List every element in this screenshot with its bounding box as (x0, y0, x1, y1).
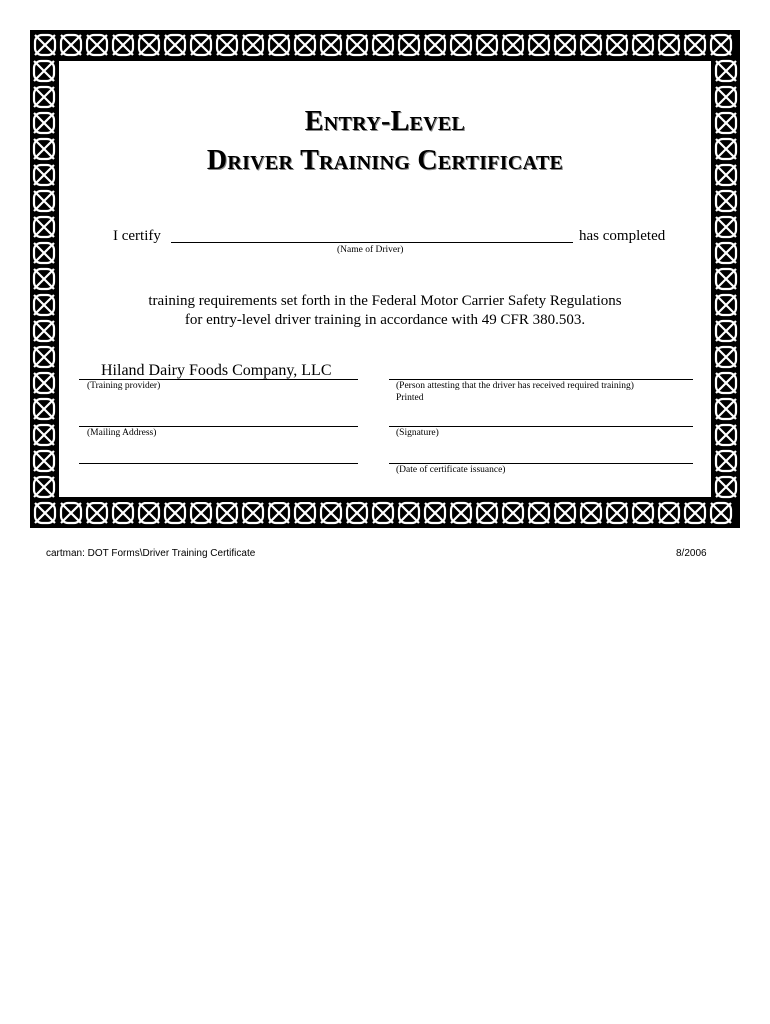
date-caption: (Date of certificate issuance) (396, 465, 506, 475)
knot-motif (659, 503, 679, 523)
knot-motif (716, 113, 736, 133)
knot-motif (716, 269, 736, 289)
knot-motif (113, 35, 133, 55)
knot-motif (35, 503, 55, 523)
knot-motif (716, 243, 736, 263)
knot-motif (61, 503, 81, 523)
knot-motif (34, 243, 54, 263)
knot-motif (34, 87, 54, 107)
certificate-title-line2: Driver Training Certificate (206, 145, 564, 176)
knot-motif (633, 503, 653, 523)
knot-motif (243, 35, 263, 55)
knot-motif (529, 35, 549, 55)
provider-name: Hiland Dairy Foods Company, LLC (101, 362, 332, 379)
knot-motif (633, 35, 653, 55)
knot-motif (34, 61, 54, 81)
knot-motif (716, 87, 736, 107)
knot-motif (503, 35, 523, 55)
mailing-address-line-3[interactable] (79, 501, 358, 502)
knot-motif (321, 35, 341, 55)
knot-motif (581, 35, 601, 55)
certify-prefix: I certify (113, 228, 161, 244)
provider-caption: (Training provider) (87, 381, 161, 391)
knot-motif (34, 295, 54, 315)
signature-caption: (Signature) (396, 428, 439, 438)
knot-motif (399, 503, 419, 523)
knot-motif (139, 503, 159, 523)
knot-motif (451, 503, 471, 523)
footer-date: 8/2006 (676, 548, 707, 559)
knot-motif (34, 217, 54, 237)
driver-name-line[interactable] (171, 242, 573, 243)
knot-motif (716, 451, 736, 471)
knot-motif (269, 503, 289, 523)
knot-motif (373, 35, 393, 55)
attesting-caption: (Person attesting that the driver has received required training) (396, 381, 634, 391)
mailing-address-line[interactable] (79, 426, 358, 427)
celtic-knot-border (30, 30, 740, 528)
mailing-address-line-2[interactable] (79, 463, 358, 464)
knot-motif (87, 35, 107, 55)
footer-path: cartman: DOT Forms\Driver Training Certificate (46, 548, 256, 559)
knot-motif (347, 35, 367, 55)
knot-motif (34, 347, 54, 367)
knot-motif (685, 503, 705, 523)
knot-motif (529, 503, 549, 523)
knot-motif (347, 503, 367, 523)
knot-motif (716, 217, 736, 237)
knot-motif (243, 503, 263, 523)
knot-motif (34, 269, 54, 289)
knot-motif (295, 35, 315, 55)
knot-motif (34, 399, 54, 419)
knot-motif (165, 503, 185, 523)
knot-motif (477, 35, 497, 55)
body-line2: for entry-level driver training in accordance with 49 CFR 380.503. (184, 312, 586, 328)
knot-motif (477, 503, 497, 523)
certificate-panel (58, 60, 712, 498)
knot-motif (217, 35, 237, 55)
knot-motif (716, 399, 736, 419)
attesting-person-line[interactable] (389, 379, 693, 380)
provider-line[interactable] (79, 379, 358, 380)
knot-motif (165, 35, 185, 55)
knot-motif (716, 61, 736, 81)
knot-motif (217, 503, 237, 523)
date-line[interactable] (389, 463, 693, 464)
signature-line[interactable] (389, 426, 693, 427)
knot-motif (34, 139, 54, 159)
certificate-title-line1: Entry-Level (304, 106, 466, 137)
knot-motif (34, 373, 54, 393)
knot-motif (607, 503, 627, 523)
knot-motif (716, 191, 736, 211)
knot-motif (139, 35, 159, 55)
knot-motif (34, 165, 54, 185)
knot-motif (451, 35, 471, 55)
knot-motif (555, 35, 575, 55)
knot-motif (425, 35, 445, 55)
certify-suffix: has completed (579, 228, 666, 244)
knot-motif (711, 35, 731, 55)
knot-motif (659, 35, 679, 55)
knot-motif (87, 503, 107, 523)
knot-motif (295, 503, 315, 523)
knot-motif (716, 139, 736, 159)
knot-motif (399, 35, 419, 55)
mailing-caption: (Mailing Address) (87, 428, 157, 438)
knot-motif (191, 503, 211, 523)
knot-motif (191, 35, 211, 55)
printed-caption: Printed (396, 393, 424, 403)
knot-motif (269, 35, 289, 55)
knot-motif (685, 35, 705, 55)
knot-motif (113, 503, 133, 523)
knot-motif (716, 425, 736, 445)
knot-motif (716, 165, 736, 185)
knot-motif (581, 503, 601, 523)
knot-motif (34, 477, 54, 497)
knot-motif (711, 503, 731, 523)
knot-motif (607, 35, 627, 55)
knot-motif (34, 451, 54, 471)
knot-motif (716, 477, 736, 497)
knot-motif (34, 321, 54, 341)
knot-motif (716, 373, 736, 393)
knot-motif (34, 191, 54, 211)
knot-motif (321, 503, 341, 523)
knot-motif (425, 503, 445, 523)
knot-motif (716, 321, 736, 341)
knot-motif (34, 113, 54, 133)
knot-motif (61, 35, 81, 55)
knot-motif (555, 503, 575, 523)
knot-motif (34, 425, 54, 445)
knot-motif (716, 295, 736, 315)
knot-motif (373, 503, 393, 523)
knot-motif (716, 347, 736, 367)
knot-motif (503, 503, 523, 523)
driver-name-caption: (Name of Driver) (337, 245, 404, 255)
body-line1: training requirements set forth in the Federal Motor Carrier Safety Regulations (148, 293, 622, 309)
knot-motif (35, 35, 55, 55)
